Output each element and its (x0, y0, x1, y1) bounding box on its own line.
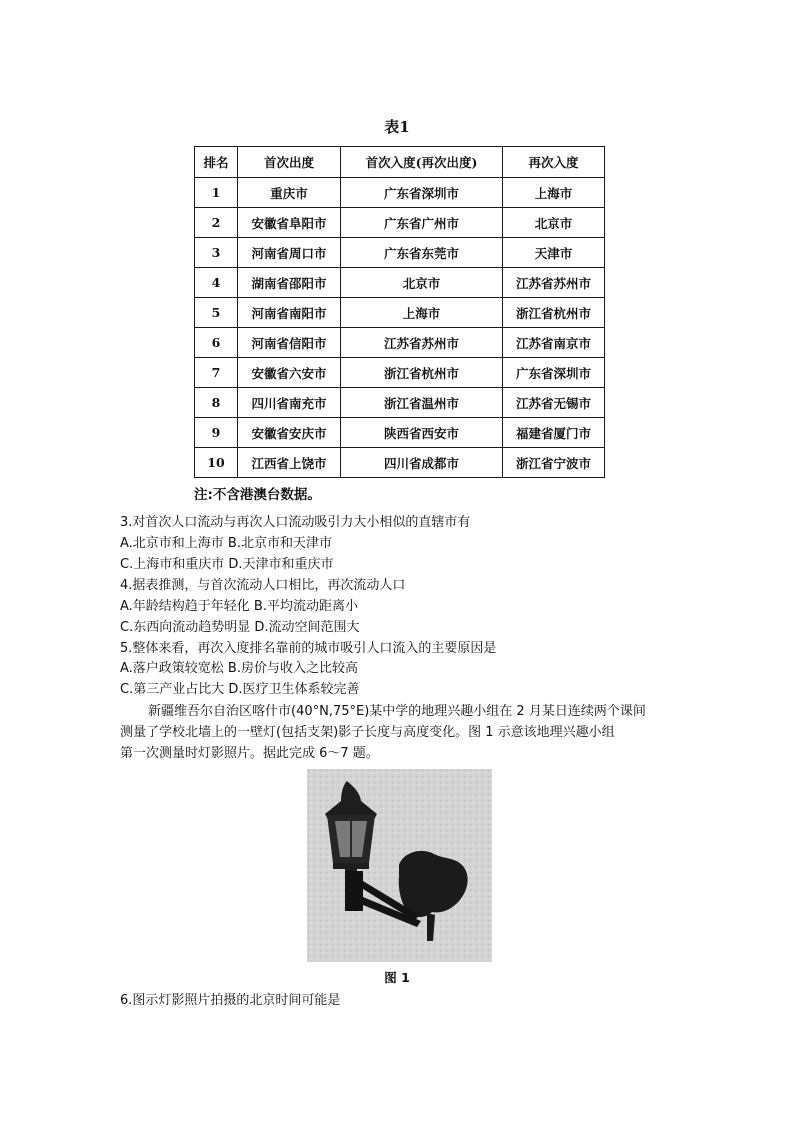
figure-caption: 图 1 (384, 970, 410, 985)
question-6-stem: 6.图示灯影照片拍摄的北京时间可能是 (120, 993, 341, 1008)
passage-line-2: 测量了学校北墙上的一壁灯(包括支架)影子长度与高度变化。图 1 示意该地理兴趣小组 (120, 725, 615, 740)
cell-rank: 5 (195, 298, 238, 328)
cell-first-out: 安徽省安庆市 (238, 418, 341, 448)
cell-first-in: 浙江省温州市 (341, 388, 503, 418)
cell-rank: 4 (195, 268, 238, 298)
cell-first-out: 河南省周口市 (238, 238, 341, 268)
lamp-shadow-illustration (307, 769, 492, 962)
cell-second-in: 北京市 (503, 208, 605, 238)
cell-second-in: 福建省厦门市 (503, 418, 605, 448)
cell-first-out: 河南省信阳市 (238, 328, 341, 358)
cell-second-in: 广东省深圳市 (503, 358, 605, 388)
cell-rank: 9 (195, 418, 238, 448)
cell-first-out: 河南省南阳市 (238, 298, 341, 328)
question-3-options-cd: C.上海市和重庆市 D.天津市和重庆市 (120, 557, 334, 572)
table-row (195, 268, 605, 298)
cell-first-out: 湖南省邵阳市 (238, 268, 341, 298)
cell-first-in: 浙江省杭州市 (341, 358, 503, 388)
cell-rank: 10 (195, 448, 238, 478)
cell-first-in: 上海市 (341, 298, 503, 328)
cell-rank: 2 (195, 208, 238, 238)
question-5-options-cd: C.第三产业占比大 D.医疗卫生体系较完善 (120, 682, 360, 697)
cell-first-out: 安徽省六安市 (238, 358, 341, 388)
cell-first-out: 安徽省阜阳市 (238, 208, 341, 238)
question-4-stem: 4.据表推测，与首次流动人口相比，再次流动人口 (120, 578, 406, 593)
cell-first-in: 北京市 (341, 268, 503, 298)
cell-first-out: 重庆市 (238, 178, 341, 208)
cell-rank: 7 (195, 358, 238, 388)
table-row (195, 418, 605, 448)
question-3-options-ab: A.北京市和上海市 B.北京市和天津市 (120, 536, 332, 551)
question-3-stem: 3.对首次人口流动与再次人口流动吸引力大小相似的直辖市有 (120, 515, 471, 530)
data-table (194, 146, 605, 478)
cell-second-in: 浙江省杭州市 (503, 298, 605, 328)
table-row (195, 388, 605, 418)
header-first-in: 首次入度(再次出度) (341, 147, 503, 178)
table-row (195, 208, 605, 238)
lamp-base (333, 863, 369, 869)
table-row (195, 178, 605, 208)
question-4-options-ab: A.年龄结构趋于年轻化 B.平均流动距离小 (120, 599, 358, 614)
cell-first-in: 广东省东莞市 (341, 238, 503, 268)
cell-rank: 6 (195, 328, 238, 358)
cell-rank: 1 (195, 178, 238, 208)
table-row (195, 328, 605, 358)
header-first-out: 首次出度 (238, 147, 341, 178)
cell-first-in: 江苏省苏州市 (341, 328, 503, 358)
cell-first-in: 广东省深圳市 (341, 178, 503, 208)
table-title: 表1 (384, 118, 410, 136)
cell-rank: 8 (195, 388, 238, 418)
lamp-shadow-photo (307, 769, 492, 962)
cell-rank: 3 (195, 238, 238, 268)
cell-second-in: 江苏省南京市 (503, 328, 605, 358)
passage-line-3: 第一次测量时灯影照片。据此完成 6～7 题。 (120, 746, 379, 761)
table-header-row (195, 147, 605, 178)
header-rank: 排名 (195, 147, 238, 178)
cell-second-in: 江苏省苏州市 (503, 268, 605, 298)
table-note: 注:不含港澳台数据。 (194, 487, 321, 503)
header-second-in: 再次入度 (503, 147, 605, 178)
cell-second-in: 天津市 (503, 238, 605, 268)
table-row (195, 448, 605, 478)
cell-second-in: 上海市 (503, 178, 605, 208)
question-5-stem: 5.整体来看，再次入度排名靠前的城市吸引人口流入的主要原因是 (120, 641, 497, 656)
cell-first-out: 江西省上饶市 (238, 448, 341, 478)
cell-second-in: 浙江省宁波市 (503, 448, 605, 478)
question-5-options-ab: A.落户政策较宽松 B.房价与收入之比较高 (120, 661, 358, 676)
cell-first-in: 广东省广州市 (341, 208, 503, 238)
cell-second-in: 江苏省无锡市 (503, 388, 605, 418)
cell-first-in: 四川省成都市 (341, 448, 503, 478)
table-row (195, 238, 605, 268)
wall-mount-plate (345, 871, 363, 911)
cell-first-in: 陕西省西安市 (341, 418, 503, 448)
table-row (195, 358, 605, 388)
cell-first-out: 四川省南充市 (238, 388, 341, 418)
question-4-options-cd: C.东西向流动趋势明显 D.流动空间范围大 (120, 620, 360, 635)
table-row (195, 298, 605, 328)
passage-line-1: 新疆维吾尔自治区喀什市(40°N,75°E)某中学的地理兴趣小组在 2 月某日连续两个课间 (148, 704, 646, 719)
